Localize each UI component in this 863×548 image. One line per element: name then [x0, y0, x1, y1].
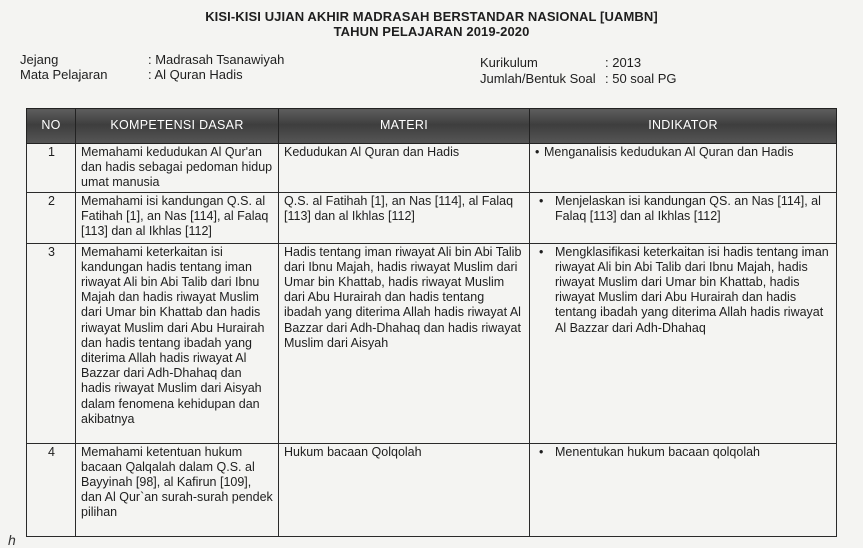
row-number: 3 — [27, 243, 76, 443]
bullet-icon: • — [539, 193, 544, 208]
header-no: NO — [27, 109, 76, 144]
indikator-text: Mengklasifikasi keterkaitan isi hadis tentang iman riwayat Ali bin Abi Talib dari Ibnu Majah, hadis riwayat Muslim dari Umar bin Khattab, hadis riwayat Muslim dari Abu Hurairah dan hadis tentang ibadah yang diterima Allah hadis riwayat Al Bazzar dari Adh-Dhahaq — [555, 244, 829, 335]
indikator-cell — [530, 144, 837, 193]
table-row — [27, 192, 837, 243]
kompetensi-cell: Memahami ketentuan hukum bacaan Qalqalah dalam Q.S. al Bayyinah [98], al Kafirun [109], dan Al Qur`an surah-surah pendek pilihan — [76, 443, 279, 536]
kisi-kisi-table — [26, 108, 837, 537]
mapel-value: : Al Quran Hadis — [148, 67, 243, 82]
jenjang-value: : Madrasah Tsanawiyah — [148, 52, 285, 67]
indikator-text: Menganalisis kedudukan Al Quran dan Hadis — [544, 145, 794, 159]
bullet-icon: • — [539, 244, 544, 259]
kurikulum-value: : 2013 — [605, 55, 642, 70]
indikator-cell — [530, 443, 837, 536]
materi-cell: Hukum bacaan Qolqolah — [279, 443, 530, 536]
bullet-icon: • — [539, 444, 544, 459]
bullet-icon: • — [535, 145, 540, 159]
table-row — [27, 144, 837, 193]
materi-cell: Q.S. al Fatihah [1], an Nas [114], al Falaq [113] dan al Ikhlas [112] — [279, 192, 530, 243]
kurikulum-label: Kurikulum — [480, 55, 538, 70]
row-number: 1 — [27, 144, 76, 193]
kompetensi-cell: Memahami kedudukan Al Qur'an dan hadis sebagai pedoman hidup umat manusia — [76, 144, 279, 193]
document-title: KISI-KISI UJIAN AKHIR MADRASAH BERSTANDAR NASIONAL [UAMBN] — [205, 9, 658, 24]
mapel-label: Mata Pelajaran — [20, 67, 108, 82]
indikator-text: Menentukan hukum bacaan qolqolah — [555, 444, 761, 459]
materi-cell: Kedudukan Al Quran dan Hadis — [279, 144, 530, 193]
header-indikator: INDIKATOR — [530, 109, 837, 144]
jenjang-label: Jejang — [20, 52, 59, 67]
row-number: 2 — [27, 192, 76, 243]
header-materi: MATERI — [279, 109, 530, 144]
indikator-cell — [530, 243, 837, 443]
page-mark: h — [8, 532, 16, 548]
table-header-row — [27, 109, 837, 144]
kompetensi-cell: Memahami isi kandungan Q.S. al Fatihah [1], an Nas [114], al Falaq [113] dan al Ikhlas [112] — [76, 192, 279, 243]
jumlah-soal-value: : 50 soal PG — [605, 71, 677, 86]
document-subtitle: TAHUN PELAJARAN 2019-2020 — [333, 24, 530, 39]
kompetensi-cell: Memahami keterkaitan isi kandungan hadis tentang iman riwayat Ali bin Abi Talib dari Ibnu Majah dan hadis riwayat Muslim dari Umar bin Khattab dan hadis riwayat Muslim dari Abu Hurairah dan hadis tentang ibadah yang diterima Allah hadis riwayat Al Bazzar dari Adh-Dhahaq dan hadis riwayat Muslim dari Aisyah dalam fenomena kehidupan dan akibatnya — [76, 243, 279, 443]
table-row — [27, 443, 837, 536]
indikator-text: Menjelaskan isi kandungan QS. an Nas [114], al Falaq [113] dan al Ikhlas [112] — [555, 193, 821, 223]
jumlah-soal-label: Jumlah/Bentuk Soal — [480, 71, 596, 86]
row-number: 4 — [27, 443, 76, 536]
header-kompetensi-dasar: KOMPETENSI DASAR — [76, 109, 279, 144]
indikator-cell — [530, 192, 837, 243]
table-row — [27, 243, 837, 443]
materi-cell: Hadis tentang iman riwayat Ali bin Abi Talib dari Ibnu Majah, hadis riwayat Muslim dari Umar bin Khattab, hadis riwayat Muslim dari Abu Hurairah dan hadis tentang ibadah yang diterima Allah hadis riwayat Al Bazzar dari Adh-Dhahaq dan hadis riwayat Muslim dari Aisyah — [279, 243, 530, 443]
